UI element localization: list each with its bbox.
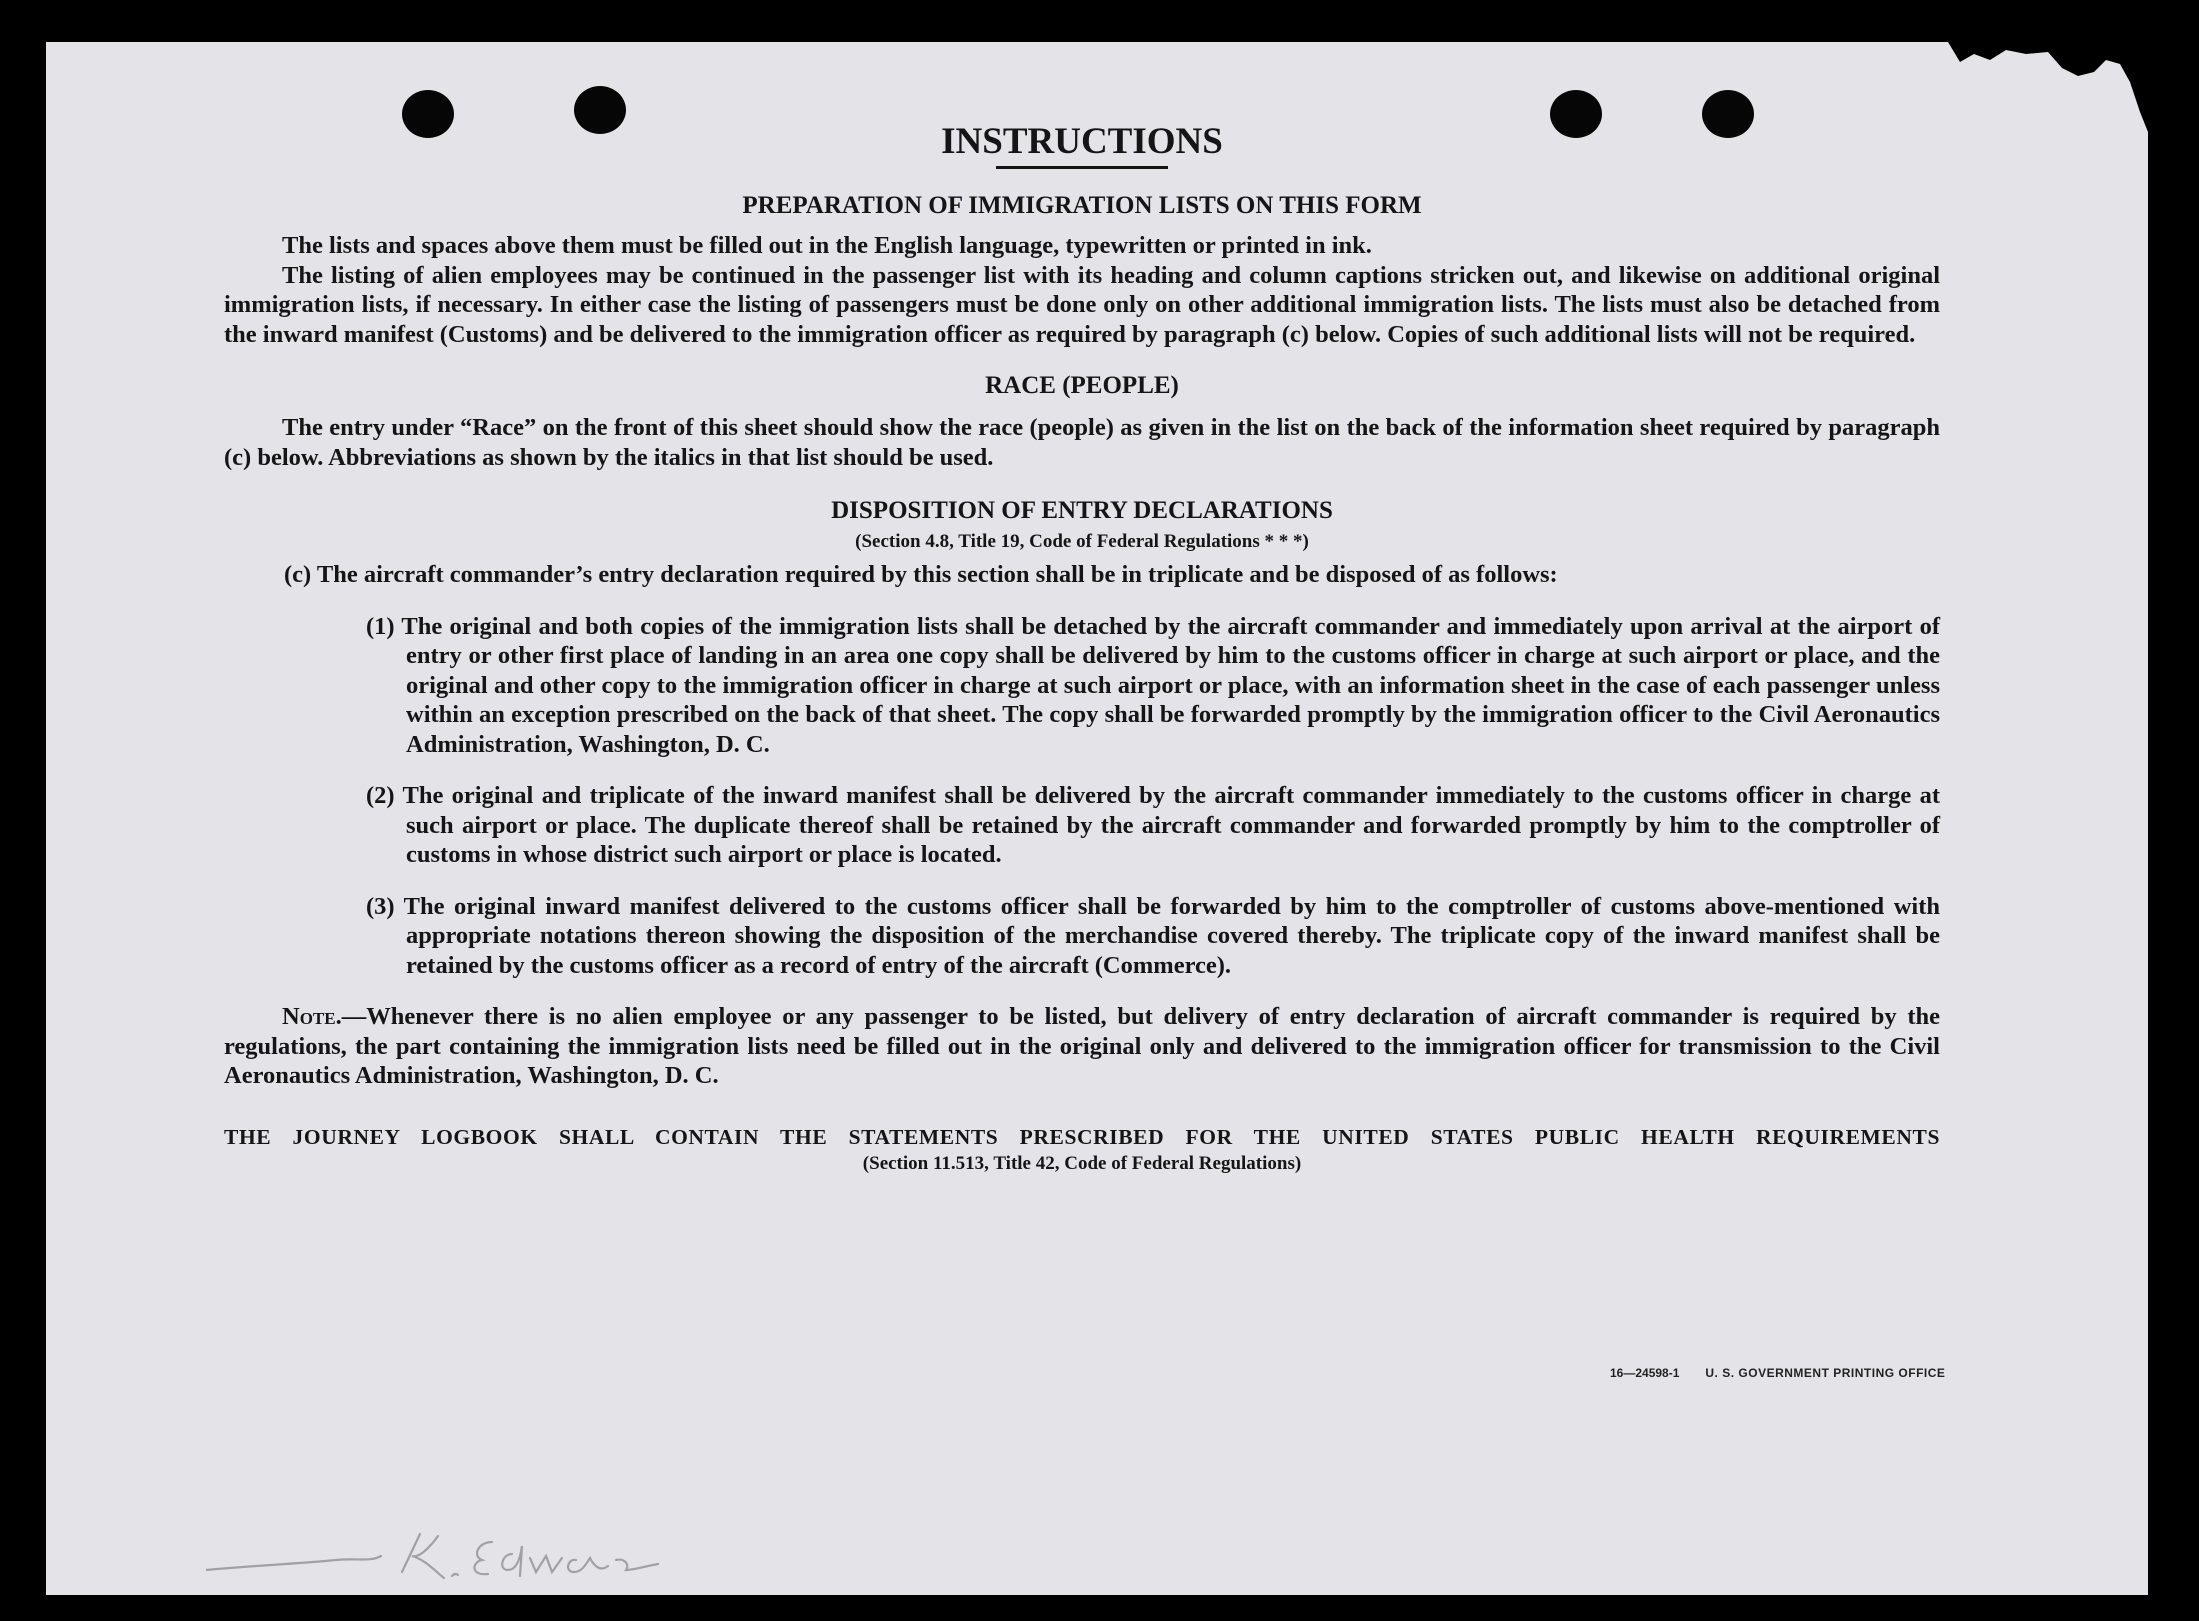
printer-imprint xyxy=(1610,1366,1945,1380)
list-item: (2) The original and triplicate of the inward manifest shall be delivered by the aircraft commander immediately to the customs officer in charge at such airport or place. The duplicate thereof shall be retained by the aircraft commander and forwarded promptly by him to the comptroller of customs in whose district such airport or place is located. xyxy=(366,782,1940,868)
instructions-body xyxy=(224,120,1940,1176)
paragraph-race: The entry under “Race” on the front of this sheet should show the race (people) as given in the list on the back of the information sheet required by paragraph (c) below. Abbreviations as shown by the italics in that list should be used. xyxy=(224,414,1940,471)
list-item: (1) The original and both copies of the immigration lists shall be detached by the aircraft commander and immediately upon arrival at the airport of entry or other first place of landing in an area one copy shall be delivered by him to the customs officer in charge at such airport or place, and the original and other copy to the immigration officer in charge at such airport or place, with an information sheet in the case of each passenger unless within an exception prescribed on the back of that sheet. The copy shall be forwarded promptly by the immigration officer to the Civil Aeronautics Administration, Washington, D. C. xyxy=(366,612,1940,758)
paragraph-disposition-intro: (c) The aircraft commander’s entry declaration required by this section shall be in triplicate and be disposed of as follows: xyxy=(284,561,1558,588)
title-underline xyxy=(996,166,1168,169)
note-text: —Whenever there is no alien employee or any passenger to be listed, but delivery of entry declaration of aircraft commander is required by the regulations, the part containing the immigration lists need be filled out in the original only and delivered to the immigration officer for transmission to the Civil Aeronautics Administration, Washington, D. C. xyxy=(224,1003,1940,1089)
note-label: Note. xyxy=(282,1003,342,1030)
heading-disposition: DISPOSITION OF ENTRY DECLARATIONS xyxy=(831,497,1333,524)
public-health-statement: THE JOURNEY LOGBOOK SHALL CONTAIN THE STATEMENTS PRESCRIBED FOR THE UNITED STATES PUBLIC HEALTH REQUIREMENTS xyxy=(224,1124,1940,1149)
paragraph-language: The lists and spaces above them must be filled out in the English language, typewritten or printed in ink. xyxy=(282,232,1372,259)
heading-race: RACE (PEOPLE) xyxy=(985,372,1179,399)
heading-preparation: PREPARATION OF IMMIGRATION LISTS ON THIS FORM xyxy=(742,192,1422,219)
public-health-citation: (Section 11.513, Title 42, Code of Federal Regulations) xyxy=(862,1153,1302,1174)
printing-office: U. S. GOVERNMENT PRINTING OFFICE xyxy=(1705,1366,1946,1380)
disposition-citation: (Section 4.8, Title 19, Code of Federal Regulations * * *) xyxy=(855,531,1309,552)
torn-corner xyxy=(1908,42,2148,132)
paragraph-alien-employees: The listing of alien employees may be continued in the passenger list with its heading and column captions stricken out, and likewise on additional original immigration lists, if necessary. In either case the listing of passengers must be done only on other additional immigration lists. The lists must also be detached from the inward manifest (Customs) and be delivered to the immigration officer as required by paragraph (c) below. Copies of such additional lists will not be required. xyxy=(224,261,1940,348)
form-number: 16—24598-1 xyxy=(1610,1366,1680,1380)
document-sheet xyxy=(46,42,2148,1595)
list-item: (3) The original inward manifest delivered to the customs officer shall be forwarded by him to the comptroller of customs above-mentioned with appropriate notations thereon showing the disposition of the merchandise covered thereby. The triplicate copy of the inward manifest shall be retained by the customs officer as a record of entry of the aircraft (Commerce). xyxy=(366,892,1940,979)
page-title: INSTRUCTIONS xyxy=(941,121,1223,162)
note-paragraph xyxy=(224,1002,1940,1091)
handwritten-signature xyxy=(206,1520,666,1590)
